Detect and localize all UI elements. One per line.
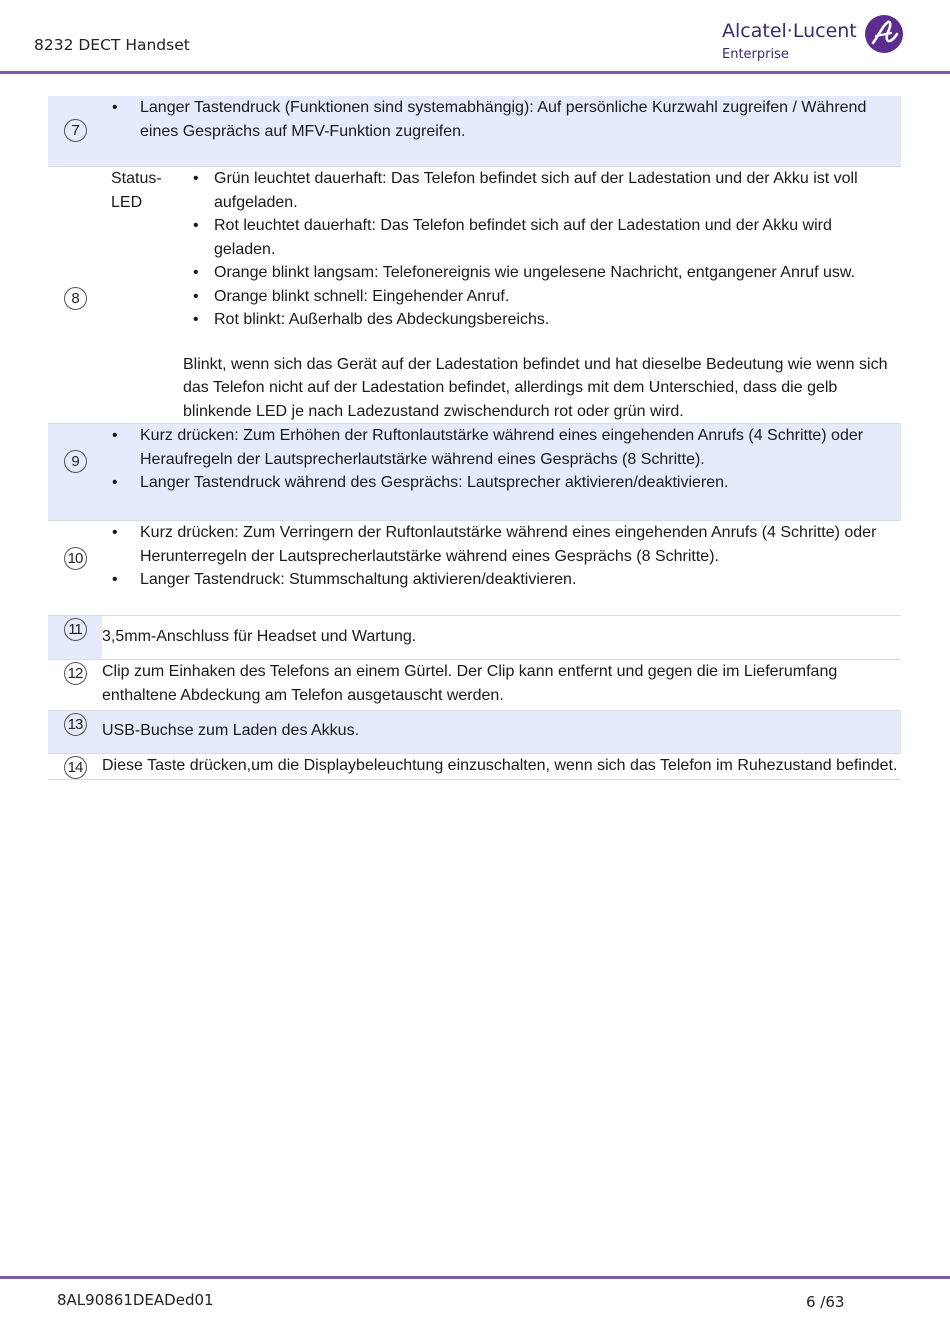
row-description (102, 521, 901, 616)
item-number-10: 10 (64, 547, 87, 570)
logo-subtitle-text: Enterprise (722, 47, 789, 62)
table-row-10 (48, 521, 901, 616)
list-item: • Orange blinkt langsam: Telefonereignis wie ungelesene Nachricht, entgangener Anruf usw. (183, 261, 891, 285)
row-description: Diese Taste drücken,um die Displaybeleuchtung einzuschalten, wenn sich das Telefon im Ruhezustand befindet. (102, 756, 898, 774)
bullet-list (102, 521, 901, 592)
row-number-cell (48, 424, 102, 521)
table-row-9 (48, 424, 901, 521)
logo-swirl-icon (864, 14, 904, 54)
list-item: • Langer Tastendruck: Stummschaltung aktivieren/deaktivieren. (102, 568, 901, 592)
row-number-cell (48, 521, 102, 616)
item-number-14: 14 (64, 756, 87, 779)
table-row-13 (48, 711, 901, 754)
alcatel-lucent-logo (720, 14, 910, 66)
list-item: • Kurz drücken: Zum Verringern der Ruftonlautstärke während eines eingehenden Anrufs (4 Schritte) oder Herunterregeln der Lautsprecherlautstärke während eines Gesprächs (8 Schritte). (102, 521, 901, 568)
list-item: • Orange blinkt schnell: Eingehender Anruf. (183, 285, 891, 309)
footer-divider (0, 1276, 950, 1279)
item-number-7: 7 (64, 119, 87, 142)
table-row-12 (48, 660, 901, 711)
table-row-7 (48, 96, 901, 167)
item-number-11: 11 (64, 618, 87, 641)
charging-note: Blinkt, wenn sich das Gerät auf der Ladestation befindet und hat dieselbe Bedeutung wie wenn sich das Telefon nicht auf der Ladestation befindet, allerdings mit dem Unterschied, dass die gelb blinkende LED je nach Ladezustand zwischendurch rot oder grün wird. (183, 355, 888, 420)
table-row-11 (48, 615, 901, 660)
status-led-label: Status-LED (111, 170, 162, 211)
item-number-13: 13 (64, 713, 87, 736)
row-description: 3,5mm-Anschluss für Headset und Wartung. (102, 627, 417, 645)
row-description (102, 167, 901, 424)
feature-table-container (48, 96, 901, 780)
bullet-list (183, 167, 891, 332)
list-item: • Langer Tastendruck während des Gesprächs: Lautsprecher aktivieren/deaktivieren. (102, 471, 901, 495)
list-item: • Kurz drücken: Zum Erhöhen der Ruftonlautstärke während eines eingehenden Anrufs (4 Schritte) oder Heraufregeln der Lautsprecherlautstärke während eines Gesprächs (8 Schritte). (102, 424, 901, 471)
item-number-8: 8 (64, 287, 87, 310)
feature-table (48, 96, 901, 780)
item-number-9: 9 (64, 450, 87, 473)
row-number-cell (48, 615, 102, 660)
row-number-cell (48, 660, 102, 711)
list-item: • Langer Tastendruck (Funktionen sind systemabhängig): Auf persönliche Kurzwahl zugreifen / Während eines Gesprächs auf MFV-Funktion zugreifen. (102, 96, 901, 143)
row-description (102, 96, 901, 167)
row-description (102, 424, 901, 521)
row-description: USB-Buchse zum Laden des Akkus. (102, 711, 901, 754)
header-divider (0, 71, 950, 74)
table-row-14 (48, 753, 901, 780)
bullet-list (102, 96, 901, 143)
bullet-list (102, 424, 901, 495)
table-row-8 (48, 167, 901, 424)
row-description: Clip zum Einhaken des Telefons an einem Gürtel. Der Clip kann entfernt und gegen die im Lieferumfang enthaltene Abdeckung am Telefon ausgetauscht werden. (102, 663, 838, 704)
list-item: • Grün leuchtet dauerhaft: Das Telefon befindet sich auf der Ladestation und der Akku ist voll aufgeladen. (183, 167, 891, 214)
row-number-cell (48, 96, 102, 167)
page-number: 6 /63 (806, 1293, 845, 1311)
row-number-cell (48, 167, 102, 424)
status-led-table (102, 167, 901, 332)
document-reference: 8AL90861DEADed01 (57, 1291, 214, 1309)
logo-brand-text: Alcatel·Lucent (722, 20, 857, 42)
list-item: • Rot blinkt: Außerhalb des Abdeckungsbereichs. (183, 308, 891, 332)
status-led-states (183, 167, 901, 332)
list-item: • Rot leuchtet dauerhaft: Das Telefon befindet sich auf der Ladestation und der Akku wird geladen. (183, 214, 891, 261)
item-number-12: 12 (64, 662, 87, 685)
document-title: 8232 DECT Handset (34, 36, 190, 54)
row-number-cell (48, 753, 102, 780)
row-number-cell (48, 711, 102, 754)
page-header (0, 0, 950, 75)
